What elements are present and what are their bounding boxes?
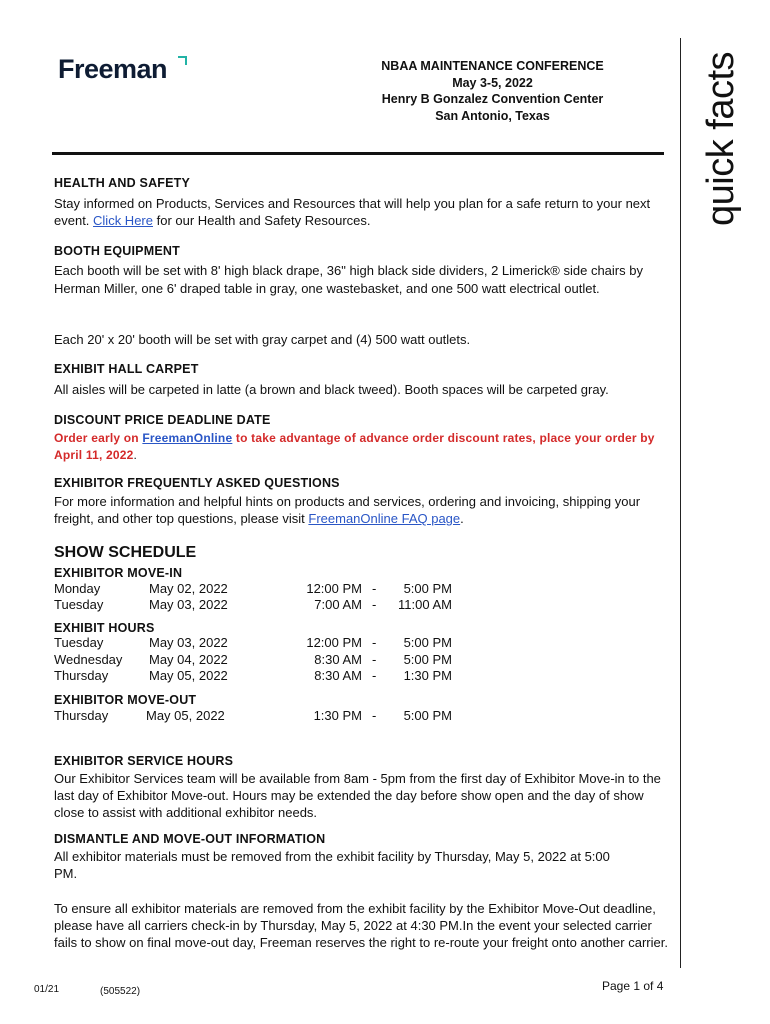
schedule-date: May 05, 2022: [149, 668, 228, 683]
schedule-date: May 04, 2022: [149, 652, 228, 667]
schedule-start: 1:30 PM: [313, 708, 362, 723]
dismantle-text-2: To ensure all exhibitor materials are removed from the exhibit facility by the Exhibitor Move-Out deadline, please have all carriers check-in by Thursday, May 5, 2022 at 4:30 PM.In the event your selected carrier fails to show on final move-out day, Freeman reserves the right to re-route your freight onto another carrier.: [54, 901, 668, 950]
faq-link[interactable]: FreemanOnline FAQ page: [308, 511, 461, 526]
move-in-heading: EXHIBITOR MOVE-IN: [54, 566, 183, 580]
move-out-heading: EXHIBITOR MOVE-OUT: [54, 693, 197, 707]
page-number: Page 1 of 4: [602, 979, 664, 993]
header-rule: [52, 152, 664, 155]
schedule-dash: -: [372, 581, 377, 596]
booth-text-2: Each 20' x 20' booth will be set with gray carpet and (4) 500 watt outlets.: [54, 332, 471, 347]
faq-heading: EXHIBITOR FREQUENTLY ASKED QUESTIONS: [54, 476, 340, 490]
schedule-start: 7:00 AM: [314, 597, 362, 612]
schedule-day: Tuesday: [54, 597, 104, 612]
footer-date: 01/21: [34, 984, 60, 995]
health-heading: HEALTH AND SAFETY: [54, 176, 191, 190]
logo-corner-mark: [178, 56, 187, 65]
event-title: NBAA MAINTENANCE CONFERENCE: [381, 59, 604, 73]
schedule-day: Monday: [54, 581, 101, 596]
dismantle-text: All exhibitor materials must be removed from the exhibit facility by Thursday, May 5, 2022 at 5:00 PM.: [54, 849, 610, 881]
schedule-dash: -: [372, 597, 377, 612]
schedule-date: May 02, 2022: [149, 581, 228, 596]
schedule-dash: -: [372, 668, 377, 683]
schedule-end: 5:00 PM: [403, 708, 452, 723]
schedule-heading: SHOW SCHEDULE: [54, 544, 197, 561]
freemanonline-link[interactable]: FreemanOnline: [142, 431, 233, 445]
schedule-start: 12:00 PM: [306, 635, 362, 650]
carpet-heading: EXHIBIT HALL CARPET: [54, 362, 199, 376]
schedule-day: Tuesday: [54, 635, 104, 650]
health-text: Stay informed on Products, Services and Resources that will help you plan for a safe return to your next event. Click Here for our Health and Safety Resources.: [54, 196, 651, 228]
event-city: San Antonio, Texas: [435, 108, 550, 123]
schedule-end: 11:00 AM: [398, 597, 452, 612]
schedule-end: 5:00 PM: [403, 581, 452, 596]
discount-heading: DISCOUNT PRICE DEADLINE DATE: [54, 413, 271, 427]
schedule-dash: -: [372, 708, 377, 723]
dismantle-heading: DISMANTLE AND MOVE-OUT INFORMATION: [54, 832, 326, 846]
event-dates: May 3-5, 2022: [452, 75, 533, 90]
footer-code: (505522): [100, 986, 141, 997]
event-venue: Henry B Gonzalez Convention Center: [381, 92, 604, 106]
schedule-start: 12:00 PM: [306, 581, 362, 596]
vertical-divider: [680, 38, 681, 968]
booth-heading: BOOTH EQUIPMENT: [54, 244, 180, 258]
schedule-end: 5:00 PM: [403, 635, 452, 650]
service-heading: EXHIBITOR SERVICE HOURS: [54, 754, 234, 768]
carpet-text: All aisles will be carpeted in latte (a brown and black tweed). Booth spaces will be carpeted gray.: [54, 382, 609, 397]
schedule-day: Wednesday: [54, 652, 123, 667]
faq-text: For more information and helpful hints on products and services, ordering and invoicing, shipping your freight, and other top questions, please visit FreemanOnline FAQ page.: [54, 494, 641, 526]
booth-text: Each booth will be set with 8' high black drape, 36" high black side dividers, 2 Limerick® side chairs by Herman Miller, one 6' draped table in gray, one wastebasket, and one 500 watt electrical outlet.: [54, 263, 643, 296]
event-header: [330, 58, 655, 124]
schedule-day: Thursday: [54, 708, 109, 723]
schedule-start: 8:30 AM: [314, 652, 362, 667]
schedule-end: 5:00 PM: [403, 652, 452, 667]
schedule-dash: -: [372, 652, 377, 667]
schedule-date: May 03, 2022: [149, 597, 228, 612]
schedule-dash: -: [372, 635, 377, 650]
service-text: Our Exhibitor Services team will be available from 8am - 5pm from the first day of Exhibitor Move-in to the last day of Exhibitor Move-out. Hours may be extended the day before show open and the day of show close to assist with additional exhibitor needs.: [54, 771, 661, 820]
schedule-date: May 05, 2022: [146, 708, 225, 723]
freeman-logo: Freeman: [58, 54, 168, 84]
schedule-day: Thursday: [54, 668, 109, 683]
schedule-end: 1:30 PM: [403, 668, 452, 683]
discount-text: Order early on FreemanOnline to take advantage of advance order discount rates, place your order by April 11, 2022.: [54, 431, 655, 462]
quick-facts-label: quick facts: [700, 51, 742, 226]
schedule-date: May 03, 2022: [149, 635, 228, 650]
schedule-start: 8:30 AM: [314, 668, 362, 683]
health-link[interactable]: Click Here: [93, 213, 153, 228]
hours-heading: EXHIBIT HOURS: [54, 621, 155, 635]
